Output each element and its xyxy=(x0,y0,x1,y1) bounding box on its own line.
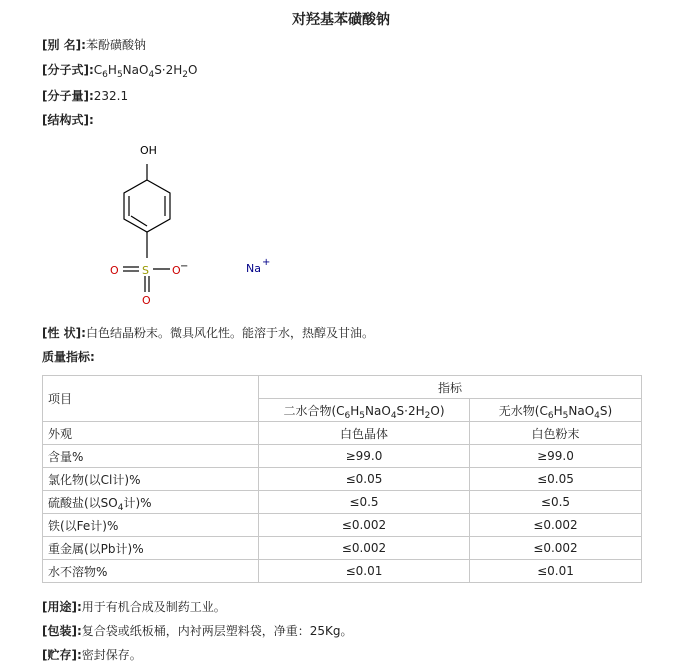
storage-row xyxy=(42,647,142,663)
packing-value: 复合袋或纸板桶，内衬两层塑料袋，净重：25Kg。 xyxy=(81,624,353,638)
row-value-anhydrous: ≤0.05 xyxy=(470,468,642,491)
mw-label: [分子量]: xyxy=(42,89,94,103)
quality-label: 质量指标: xyxy=(42,350,95,364)
quality-row xyxy=(42,349,95,365)
packing-row xyxy=(42,623,353,639)
oxygen-left-label: O xyxy=(110,264,119,277)
usage-row xyxy=(42,599,226,615)
alias-value: 苯酚磺酸钠 xyxy=(85,38,146,52)
table-row xyxy=(43,445,642,468)
structure-row xyxy=(42,112,94,128)
structure-label: [结构式]: xyxy=(42,113,94,127)
alias-row xyxy=(42,37,146,53)
row-name: 外观 xyxy=(43,422,259,445)
row-value-dihydrate: ≥99.0 xyxy=(259,445,470,468)
sulfur-label: S xyxy=(142,264,149,277)
table-row xyxy=(43,560,642,583)
row-value-anhydrous: 白色粉末 xyxy=(470,422,642,445)
row-name: 氯化物(以Cl计)% xyxy=(43,468,259,491)
packing-label: [包装]: xyxy=(42,624,82,638)
oxygen-right-label: O xyxy=(172,264,181,277)
row-value-anhydrous: ≥99.0 xyxy=(470,445,642,468)
formula-row xyxy=(42,62,197,78)
row-value-dihydrate: ≤0.05 xyxy=(259,468,470,491)
minus-charge: − xyxy=(180,261,189,272)
row-value-dihydrate: ≤0.01 xyxy=(259,560,470,583)
sodium-label: Na xyxy=(246,262,261,275)
table-row xyxy=(43,491,642,514)
col2-header: 无水物$(C_6H_5NaO_4S)$ xyxy=(470,399,642,422)
row-value-anhydrous: ≤0.002 xyxy=(470,537,642,560)
usage-label: [用途]: xyxy=(42,600,82,614)
mw-row xyxy=(42,88,128,104)
row-name: 重金属(以Pb计)% xyxy=(43,537,259,560)
row-value-anhydrous: ≤0.01 xyxy=(470,560,642,583)
props-value: 白色结晶粉末。微具风化性。能溶于水，热醇及甘油。 xyxy=(85,326,374,340)
alias-label: [别 名]: xyxy=(42,38,86,52)
index-header: 指标 xyxy=(259,376,642,399)
col1-header: 二水合物$(C_6H_5NaO_4S\cdot 2H_2O)$ xyxy=(259,399,470,422)
row-value-dihydrate: ≤0.002 xyxy=(259,537,470,560)
storage-label: [贮存]: xyxy=(42,648,82,662)
table-row xyxy=(43,468,642,491)
page-title: 对羟基苯磺酸钠 xyxy=(292,12,390,28)
oxygen-bottom-label: O xyxy=(142,294,151,307)
formula-value: $C_6H_5NaO_4S\cdot 2H_2O$ xyxy=(93,63,198,80)
props-row xyxy=(42,325,374,341)
row-name: 硫酸盐(以$SO_4$计)% xyxy=(43,491,259,514)
table-row xyxy=(43,514,642,537)
oh-label: OH xyxy=(140,144,157,157)
storage-value: 密封保存。 xyxy=(81,648,142,662)
row-value-dihydrate: 白色晶体 xyxy=(259,422,470,445)
row-name: 含量% xyxy=(43,445,259,468)
table-header-row xyxy=(43,376,642,399)
item-header: 项目 xyxy=(43,376,259,422)
row-name: 水不溶物% xyxy=(43,560,259,583)
row-value-dihydrate: ≤0.002 xyxy=(259,514,470,537)
formula-label: [分子式]: xyxy=(42,63,94,77)
props-label: [性 状]: xyxy=(42,326,86,340)
row-value-dihydrate: ≤0.5 xyxy=(259,491,470,514)
quality-table xyxy=(42,375,642,583)
table-row xyxy=(43,537,642,560)
structural-formula-diagram xyxy=(90,136,274,314)
row-name: 铁(以Fe计)% xyxy=(43,514,259,537)
mw-value: 232.1 xyxy=(93,89,129,103)
structure-image xyxy=(90,136,274,314)
table-row xyxy=(43,422,642,445)
row-value-anhydrous: ≤0.002 xyxy=(470,514,642,537)
plus-charge: + xyxy=(262,257,271,268)
row-value-anhydrous: ≤0.5 xyxy=(470,491,642,514)
usage-value: 用于有机合成及制药工业。 xyxy=(81,600,226,614)
